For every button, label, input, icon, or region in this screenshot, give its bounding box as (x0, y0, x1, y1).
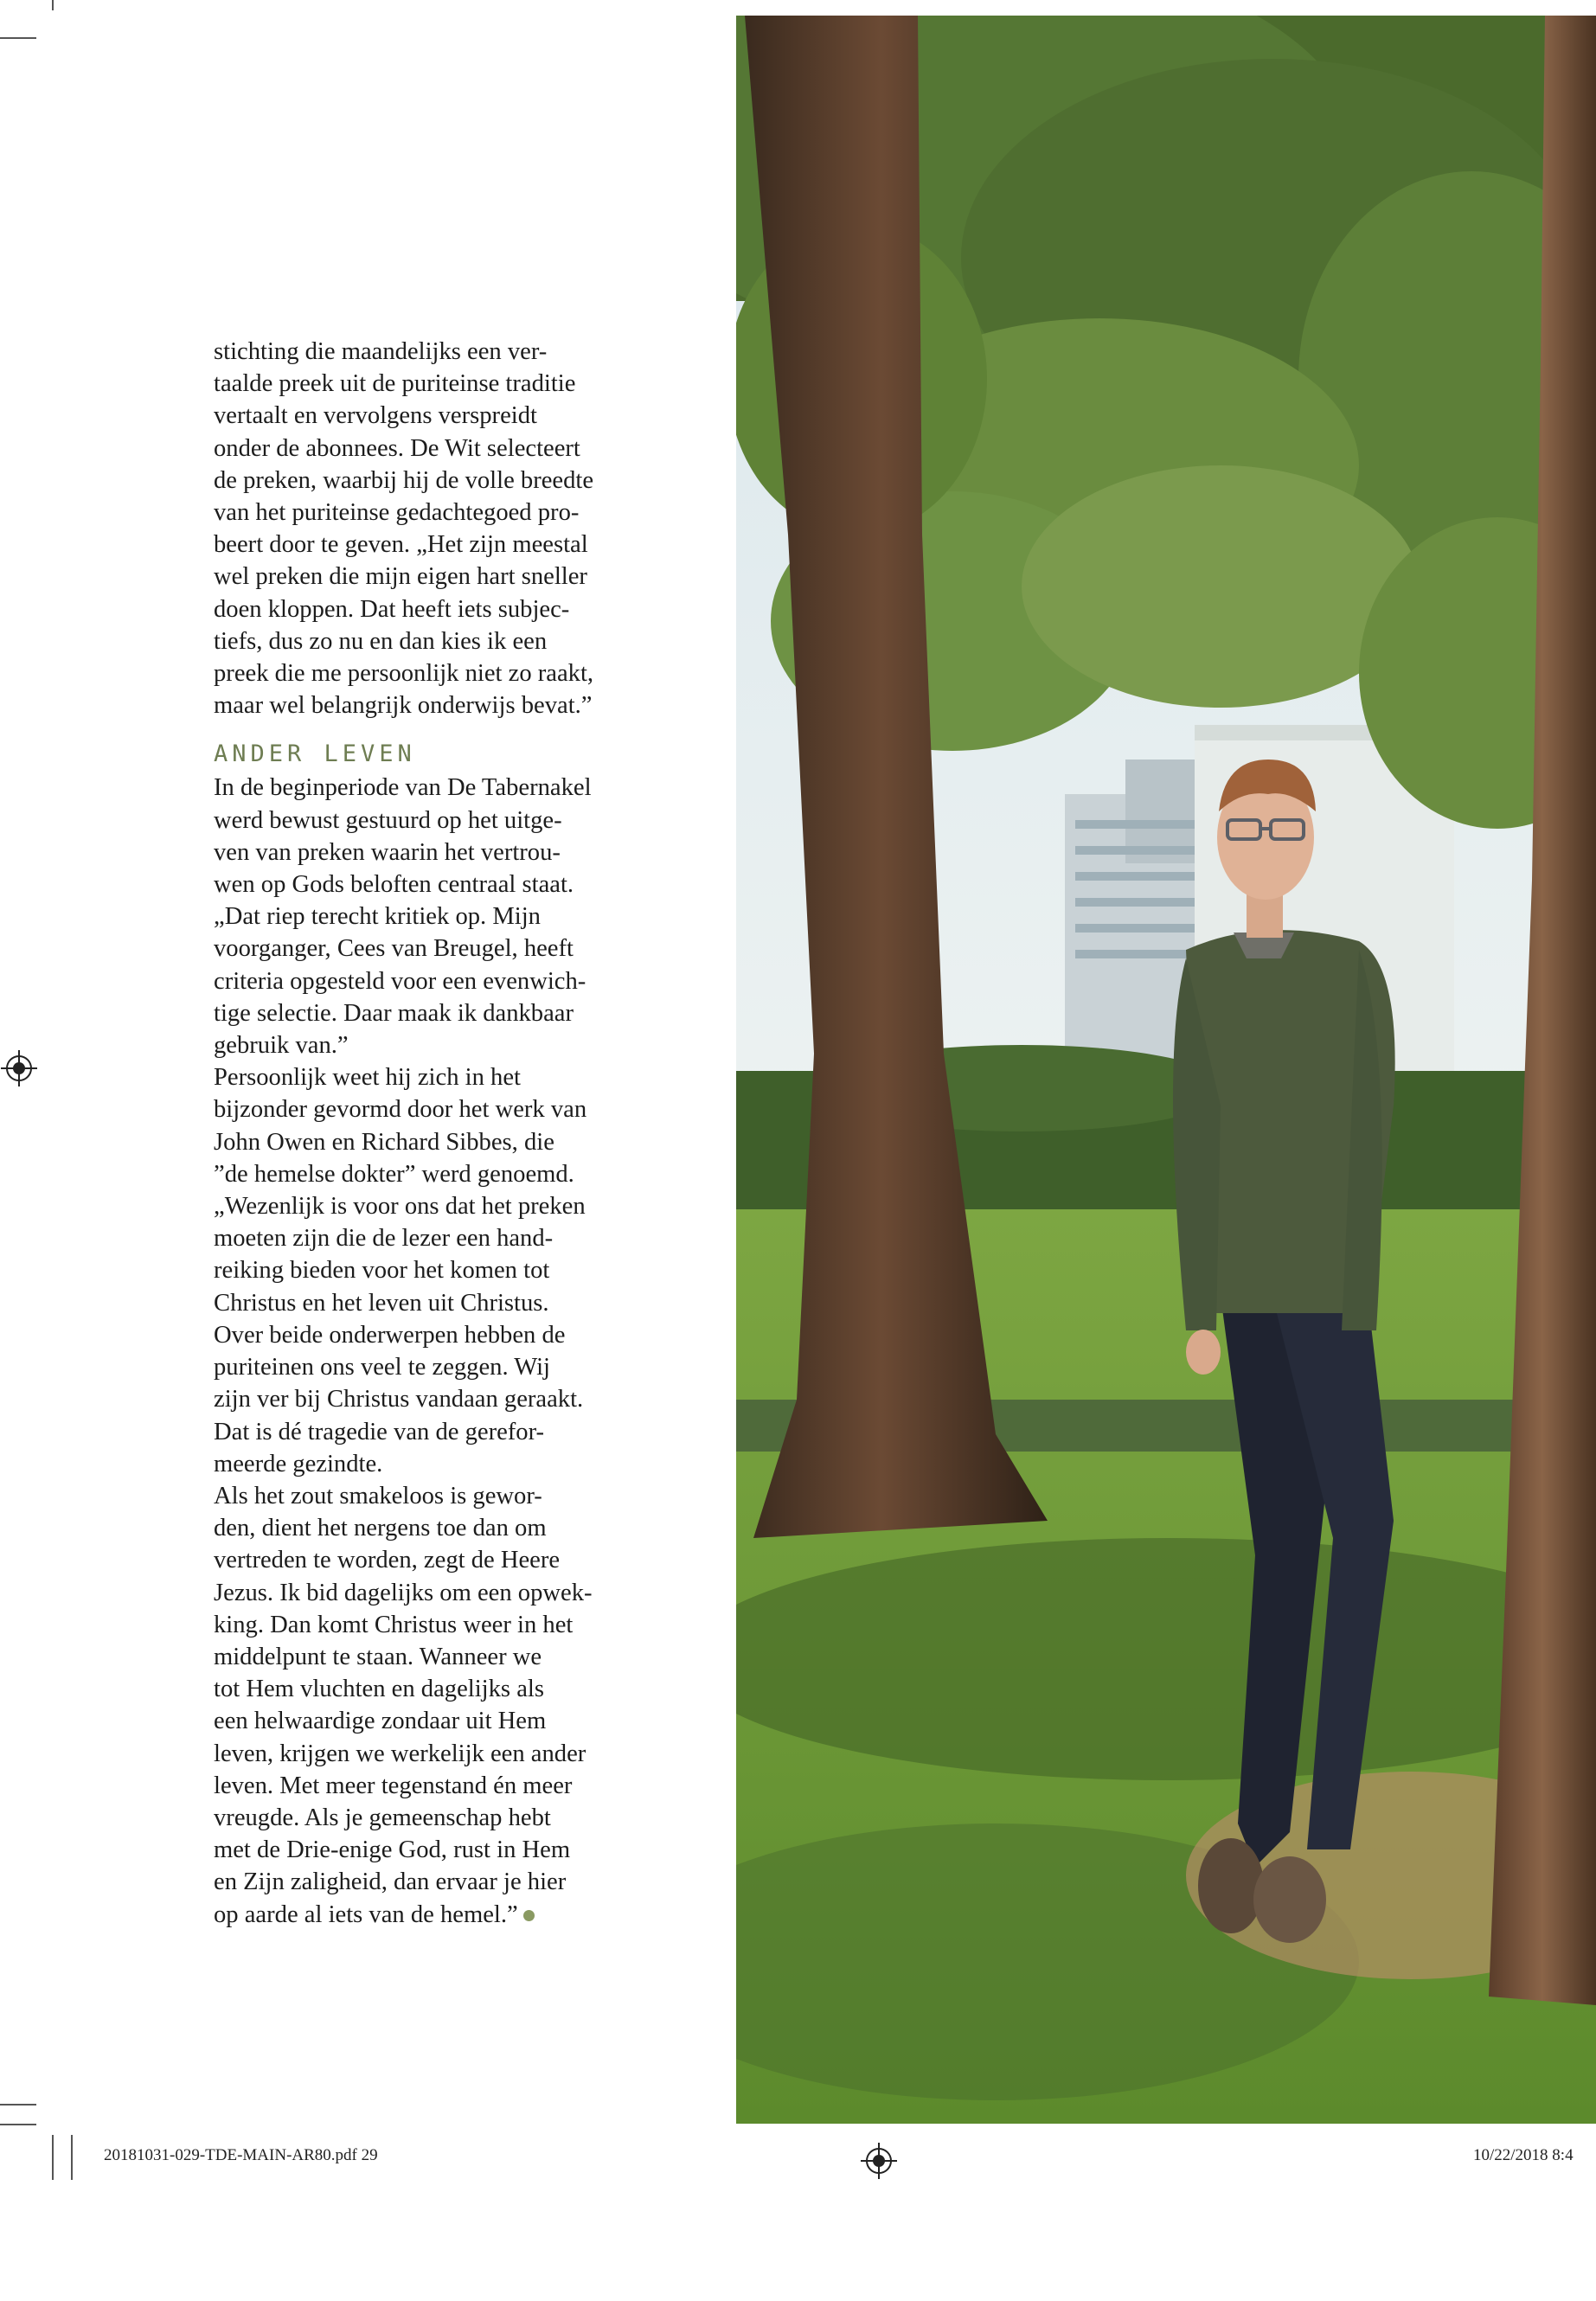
text-line: leven. Met meer tegenstand én meer (214, 1772, 573, 1799)
article-paragraph-top (214, 336, 631, 721)
registration-mark-icon (866, 2148, 892, 2174)
text-line: en Zijn zaligheid, dan ervaar je hier (214, 1868, 567, 1896)
text-line: middelpunt te staan. Wanneer we (214, 1643, 542, 1670)
text-line: tot Hem vluchten en dagelijks als (214, 1676, 544, 1703)
text-line: met de Drie-enige God, rust in Hem (214, 1836, 571, 1864)
text-line: zijn ver bij Christus vandaan geraakt. (214, 1386, 584, 1413)
text-line: „Dat riep terecht kritiek op. Mijn (214, 903, 541, 931)
text-line: vertreden te worden, zegt de Heere (214, 1547, 561, 1574)
footer-date-slug: 10/22/2018 8:4 (1473, 2146, 1574, 2164)
registration-mark-icon (6, 1055, 32, 1081)
text-line: vreugde. Als je gemeenschap hebt (214, 1804, 551, 1831)
text-line: preek die me persoonlijk niet zo raakt, (214, 660, 594, 688)
text-line (214, 1899, 631, 1931)
text-line: „Wezenlijk is voor ons dat het preken (214, 1193, 586, 1221)
text-line: John Owen en Richard Sibbes, die (214, 1128, 554, 1156)
text-line: gebruik van.” (214, 1032, 349, 1060)
text-line: Dat is dé tragedie van de gerefor- (214, 1418, 545, 1445)
crop-mark-top-vertical (52, 0, 54, 10)
end-of-article-dot-icon (523, 1910, 535, 1921)
text-line: king. Dan komt Christus weer in het (214, 1611, 574, 1638)
text-line: criteria opgesteld voor een evenwich- (214, 967, 586, 995)
text-line: taalde preek uit de puriteinse traditie (214, 370, 576, 398)
text-line: meerde gezindte. (214, 1450, 383, 1477)
text-line: vertaalt en vervolgens verspreidt (214, 402, 537, 430)
text-line: van het puriteinse gedachtegoed pro- (214, 499, 580, 527)
article-column (214, 336, 631, 1931)
text-line: In de beginperiode van De Tabernakel (214, 774, 592, 802)
text-line: Jezus. Ik bid dagelijks om een opwek- (214, 1579, 593, 1606)
crop-mark-bottom-horizontal-2 (0, 2124, 36, 2125)
text-line: reiking bieden voor het komen tot (214, 1257, 550, 1285)
text-line: leven, krijgen we werkelijk een ander (214, 1740, 586, 1767)
photo-illustration (736, 16, 1596, 2124)
text-line: bijzonder gevormd door het werk van (214, 1096, 587, 1124)
text-line: Christus en het leven uit Christus. (214, 1289, 549, 1317)
text-line: den, dient het nergens toe dan om (214, 1515, 547, 1542)
section-heading: ANDER LEVEN (214, 740, 416, 768)
text-line: onder de abonnees. De Wit selecteert (214, 434, 580, 462)
crop-mark-top-horizontal (0, 37, 36, 39)
text-line: werd bewust gestuurd op het uitge- (214, 806, 562, 834)
text-line: puriteinen ons veel te zeggen. Wij (214, 1354, 550, 1381)
text-line: tiefs, dus zo nu en dan kies ik een (214, 627, 548, 655)
text-line: wel preken die mijn eigen hart sneller (214, 563, 587, 591)
text-line: ven van preken waarin het vertrou- (214, 838, 561, 866)
text-line: beert door te geven. „Het zijn meestal (214, 531, 588, 559)
text-line: Persoonlijk weet hij zich in het (214, 1064, 521, 1092)
text-line: doen kloppen. Dat heeft iets subjec- (214, 595, 570, 623)
crop-mark-bottom-vertical (52, 2135, 54, 2180)
crop-mark-bottom-vertical-2 (71, 2135, 73, 2180)
text-line: Als het zout smakeloos is gewor- (214, 1482, 542, 1509)
article-paragraph-bottom (214, 772, 631, 1930)
text-line: voorganger, Cees van Breugel, heeft (214, 935, 574, 963)
text-line: Over beide onderwerpen hebben de (214, 1321, 566, 1349)
footer-file-slug: 20181031-029-TDE-MAIN-AR80.pdf 29 (104, 2146, 378, 2164)
text-line: stichting die maandelijks een ver- (214, 338, 548, 365)
text-line: de preken, waarbij hij de volle breedte (214, 466, 594, 494)
text-line: ”de hemelse dokter” werd genoemd. (214, 1160, 574, 1188)
text-line: moeten zijn die de lezer een hand- (214, 1225, 554, 1253)
text-line: een helwaardige zondaar uit Hem (214, 1708, 547, 1735)
crop-mark-bottom-horizontal (0, 2104, 36, 2106)
text-line: tige selectie. Daar maak ik dankbaar (214, 999, 574, 1027)
text-line: maar wel belangrijk onderwijs bevat.” (214, 692, 593, 720)
text-line: wen op Gods beloften centraal staat. (214, 871, 574, 899)
portrait-photo (736, 16, 1596, 2124)
last-line-text: op aarde al iets van de hemel.” (214, 1900, 518, 1928)
